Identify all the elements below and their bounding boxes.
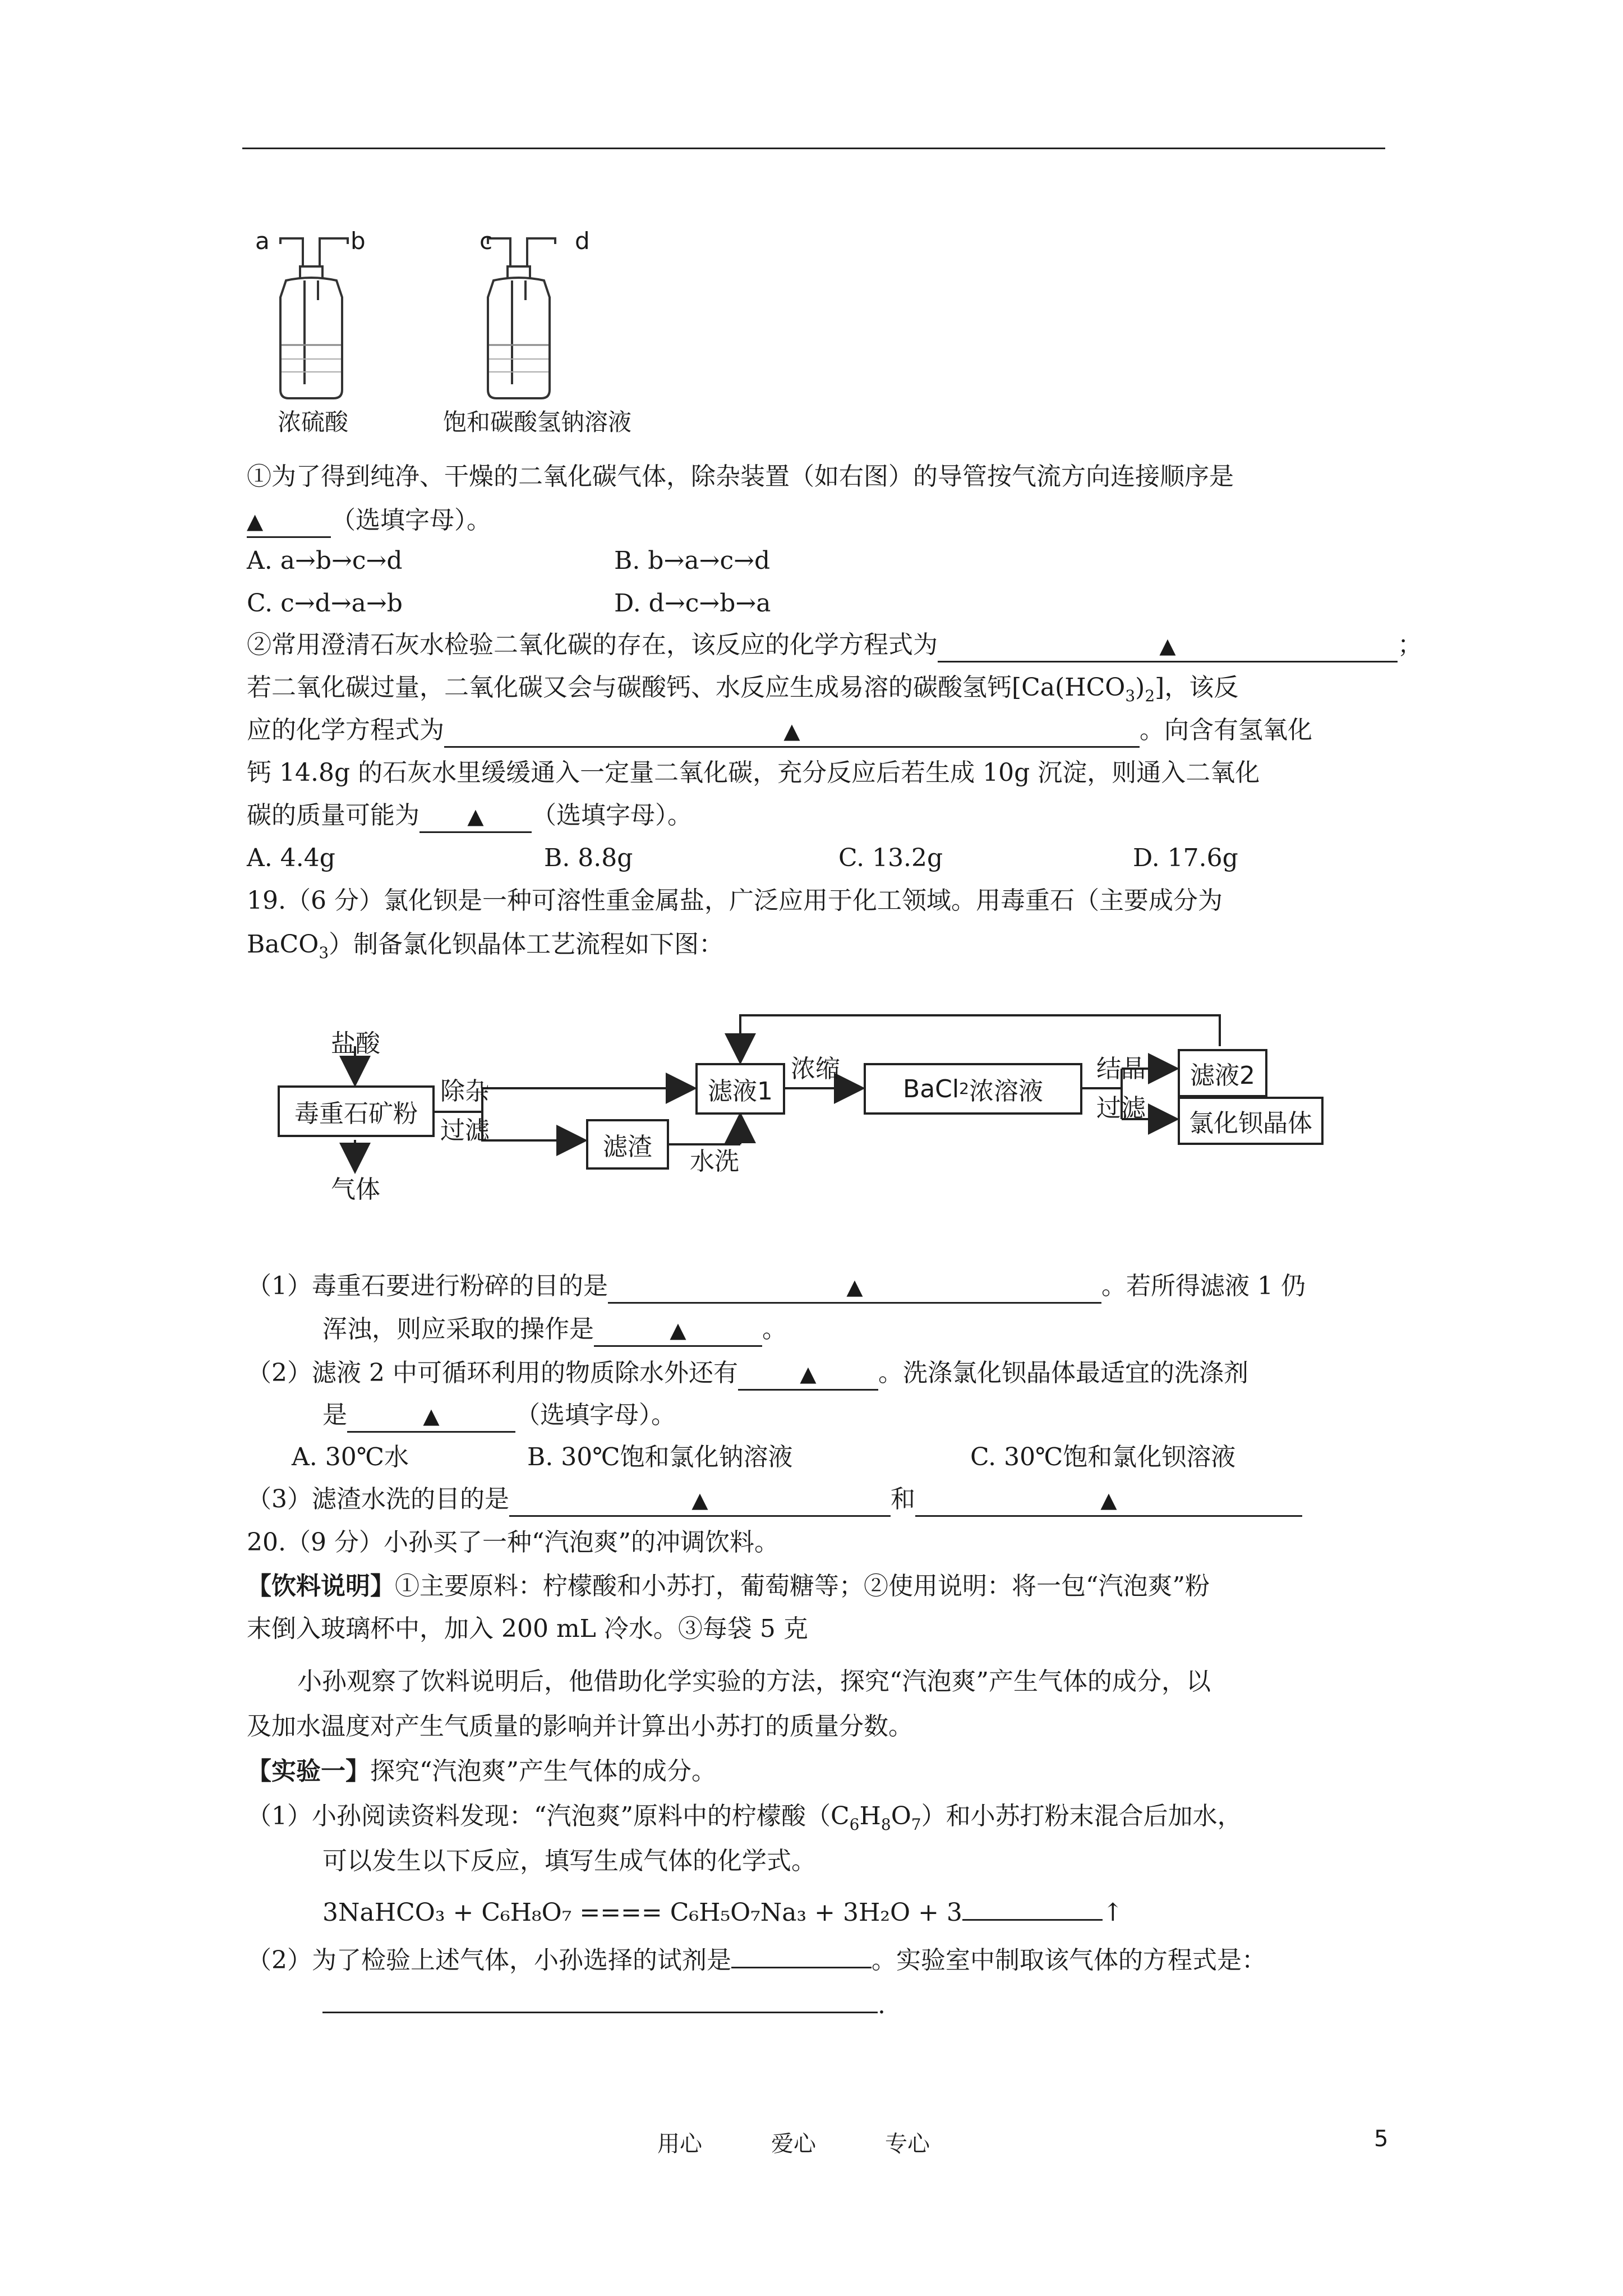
q20-s1-line1: （1）小孙阅读资料发现：“汽泡爽”原料中的柠檬酸$(C_6H_8O_7)$和小苏打粉末混合后加水， bbox=[247, 1802, 1242, 1834]
q2-options bbox=[247, 837, 1368, 880]
q2-line4: 钙 14.8g 的石灰水里缓缓通入一定量二氧化碳，充分反应后若生成 10g 沉淀，则通入二氧化 bbox=[247, 758, 1260, 787]
bottle-label-c: c bbox=[479, 227, 493, 255]
flow-box-bacl2: BaCl 2 浓溶液 bbox=[864, 1063, 1082, 1115]
q19-option-c[interactable]: C. 30℃饱和氯化钡溶液 bbox=[970, 1443, 1236, 1471]
answer-blank[interactable]: ▲ bbox=[738, 1358, 878, 1391]
q1-option-c[interactable]: C. c→d→a→b bbox=[247, 589, 403, 618]
answer-blank[interactable]: ▲ bbox=[608, 1271, 1101, 1304]
q20-desc1: 【饮料说明】①主要原料：柠檬酸和小苏打，葡萄糖等；②使用说明：将一包“汽泡爽”粉 bbox=[247, 1572, 1210, 1600]
flow-concentrate-label: 浓缩 bbox=[791, 1055, 840, 1083]
q1-option-a[interactable]: A. a→b→c→d bbox=[247, 546, 403, 575]
answer-blank[interactable]: ▲ bbox=[509, 1484, 891, 1517]
footer-motto-2: 爱心 bbox=[771, 2131, 816, 2157]
answer-blank[interactable] bbox=[731, 1935, 872, 1968]
flow-acid-label: 盐酸 bbox=[331, 1029, 380, 1058]
flow-wash-label: 水洗 bbox=[690, 1147, 739, 1176]
bottle-caption-right: 饱和碳酸氢钠溶液 bbox=[443, 408, 632, 436]
footer-motto-3: 专心 bbox=[885, 2131, 930, 2157]
q1-option-d[interactable]: D. d→c→b→a bbox=[614, 589, 771, 618]
q2-line5: 碳的质量可能为 ▲ （选填字母）。 bbox=[247, 794, 692, 837]
q20-desc2: 末倒入玻璃杯中，加入 200 mL 冷水。③每袋 5 克 bbox=[247, 1614, 808, 1643]
q1-options-row1 bbox=[247, 540, 920, 582]
gas-washing-bottles-figure bbox=[247, 222, 684, 435]
bottle-label-d: d bbox=[575, 227, 590, 255]
bottle-right bbox=[488, 238, 555, 398]
q20-equation: 3NaHCO₃ + C₆H₈O₇ ==== C₆H₅O₇Na₃ + 3H₂O + 3 ↑ bbox=[322, 1888, 1123, 1930]
q2-option-a[interactable]: A. 4.4g bbox=[247, 844, 335, 872]
answer-blank[interactable]: ▲ bbox=[347, 1400, 515, 1433]
q2-line3: 应的化学方程式为 ▲ 。向含有氢氧化 bbox=[247, 709, 1312, 752]
q19-s2-line1: （2）滤液 2 中可循环利用的物质除水外还有 ▲ 。洗涤氯化钡晶体最适宜的洗涤剂 bbox=[247, 1352, 1248, 1395]
flow-box-crystal: 氯化钡晶体 bbox=[1178, 1097, 1324, 1145]
flow-crystallize-label: 结晶 bbox=[1096, 1055, 1146, 1083]
answer-blank[interactable]: ▲ bbox=[419, 800, 532, 833]
q1-line2: ▲ （选填字母）。 bbox=[247, 499, 491, 542]
q19-s3-line: （3）滤渣水洗的目的是 ▲ 和 ▲ bbox=[247, 1478, 1302, 1521]
flow-filter1-label: 过滤 bbox=[440, 1116, 490, 1145]
q19-option-a[interactable]: A. 30℃水 bbox=[292, 1443, 409, 1471]
q1-line1: ①为了得到纯净、干燥的二氧化碳气体，除杂装置（如右图）的导管按气流方向连接顺序是 bbox=[247, 462, 1234, 491]
q19-s2-line2: 是 ▲ （选填字母）。 bbox=[322, 1394, 676, 1437]
q19-option-b[interactable]: B. 30℃饱和氯化钠溶液 bbox=[527, 1443, 793, 1471]
answer-blank[interactable]: ▲ bbox=[247, 505, 331, 538]
page-number: 5 bbox=[1374, 2126, 1389, 2152]
q20-exp1: 【实验一】探究“汽泡爽”产生气体的成分。 bbox=[247, 1757, 716, 1786]
q2-option-b[interactable]: B. 8.8g bbox=[544, 844, 633, 872]
bottle-label-b: b bbox=[351, 227, 366, 255]
bottle-label-a: a bbox=[255, 227, 270, 255]
bottle-left bbox=[280, 238, 348, 398]
q20-s2-line1: （2）为了检验上述气体，小孙选择的试剂是 。实验室中制取该气体的方程式是： bbox=[247, 1935, 1266, 1978]
answer-blank[interactable]: ▲ bbox=[594, 1314, 762, 1347]
answer-blank[interactable] bbox=[962, 1888, 1103, 1921]
q1-options-row2 bbox=[247, 582, 920, 625]
answer-blank[interactable] bbox=[322, 1980, 878, 2013]
flow-box-filtrate1: 滤液1 bbox=[695, 1063, 785, 1115]
q19-s1-line1: （1）毒重石要进行粉碎的目的是 ▲ 。若所得滤液 1 仍 bbox=[247, 1265, 1306, 1308]
q19-line2: BaCO$_3$）制备氯化钡晶体工艺流程如下图： bbox=[247, 930, 724, 962]
q20-para1: 小孙观察了饮料说明后，他借助化学实验的方法，探究“汽泡爽”产生气体的成分，以 bbox=[297, 1667, 1211, 1696]
flow-box-filtrate2: 滤液2 bbox=[1178, 1049, 1267, 1097]
flow-purify-label: 除杂 bbox=[440, 1077, 490, 1106]
flow-gas-label: 气体 bbox=[331, 1175, 380, 1204]
q19-s2-options bbox=[292, 1436, 1357, 1479]
q19-line1: 19.（6 分）氯化钡是一种可溶性重金属盐，广泛应用于化工领域。用毒重石（主要成分为 bbox=[247, 886, 1223, 915]
q20-para2: 及加水温度对产生气质量的影响并计算出小苏打的质量分数。 bbox=[247, 1712, 913, 1741]
q2-line2: 若二氧化碳过量，二氧化碳又会与碳酸钙、水反应生成易溶的碳酸氢钙$[Ca(HCO_3)_2]$，该反 bbox=[247, 673, 1239, 705]
q2-option-c[interactable]: C. 13.2g bbox=[838, 844, 943, 872]
answer-blank[interactable]: ▲ bbox=[938, 629, 1398, 662]
q20-s2-line2: . bbox=[322, 1980, 886, 2023]
flow-box-ore: 毒重石矿粉 bbox=[278, 1085, 435, 1137]
q2-option-d[interactable]: D. 17.6g bbox=[1133, 844, 1238, 872]
q2-line1: ②常用澄清石灰水检验二氧化碳的存在，该反应的化学方程式为 ▲ ； bbox=[247, 624, 1422, 666]
q20-line1: 20.（9 分）小孙买了一种“汽泡爽”的冲调饮料。 bbox=[247, 1528, 779, 1557]
q1-option-b[interactable]: B. b→a→c→d bbox=[614, 546, 771, 575]
footer-motto-1: 用心 bbox=[657, 2131, 702, 2157]
q19-s1-line2: 浑浊，则应采取的操作是 ▲ 。 bbox=[322, 1308, 787, 1351]
q20-s1-line2: 可以发生以下反应，填写生成气体的化学式。 bbox=[322, 1847, 816, 1875]
answer-blank[interactable]: ▲ bbox=[444, 715, 1140, 748]
flow-filter2-label: 过滤 bbox=[1096, 1094, 1146, 1122]
bottle-caption-left: 浓硫酸 bbox=[278, 408, 349, 436]
header-rule bbox=[242, 148, 1385, 149]
flow-box-residue: 滤渣 bbox=[586, 1119, 669, 1170]
answer-blank[interactable]: ▲ bbox=[915, 1484, 1302, 1517]
